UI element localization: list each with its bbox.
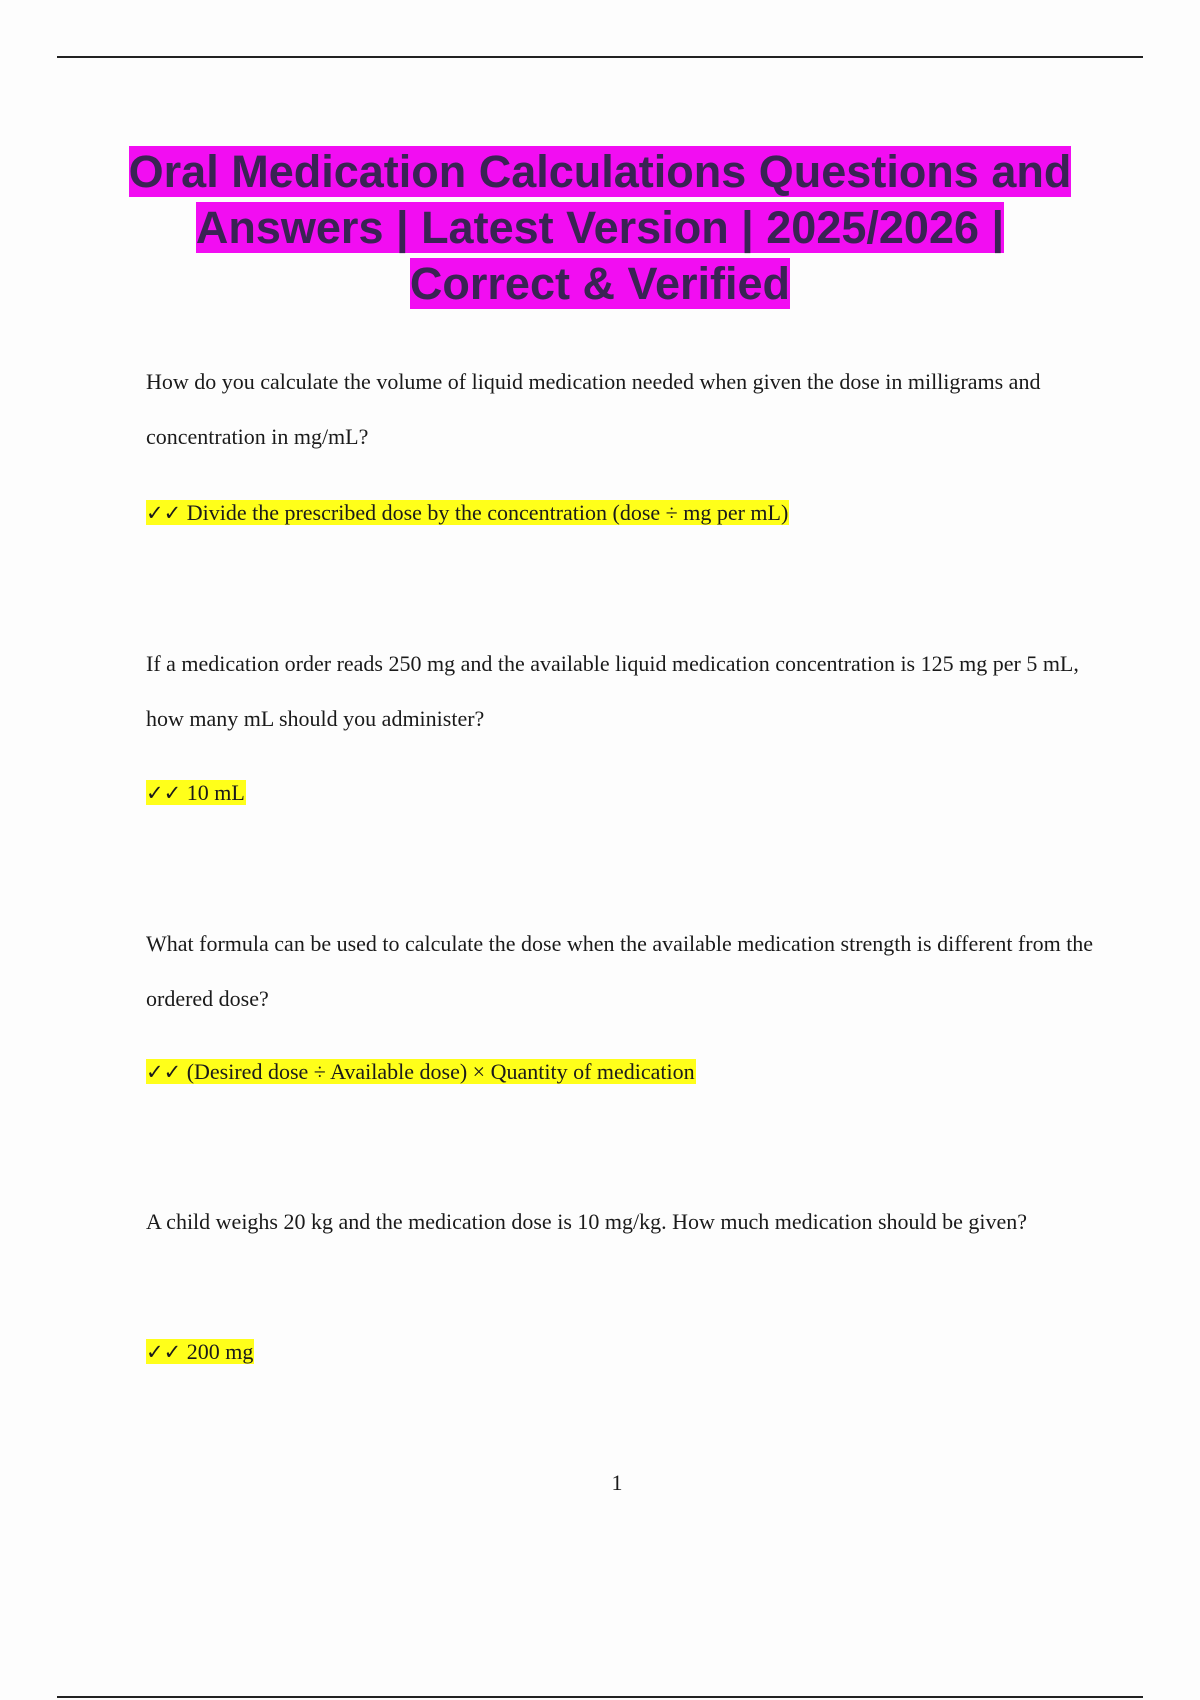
double-check-icon: ✓✓ <box>146 781 182 805</box>
answer-2-text: 10 mL <box>186 780 245 805</box>
header-rule <box>57 56 1143 58</box>
question-4: A child weighs 20 kg and the medication dose is 10 mg/kg. How much medication should be given? <box>146 1209 1028 1234</box>
answer-highlight <box>146 500 789 525</box>
answer-3-text: (Desired dose ÷ Available dose) × Quantity of medication <box>186 1059 695 1084</box>
question-3: What formula can be used to calculate the dose when the available medication strength is different from the ordered dose? <box>146 931 1094 1011</box>
answer-highlight <box>146 780 246 805</box>
double-check-icon: ✓✓ <box>146 501 182 525</box>
answer-1-text: Divide the prescribed dose by the concentration (dose ÷ mg per mL) <box>186 500 789 525</box>
answer-highlight <box>146 1059 696 1084</box>
answer-4 <box>146 1337 254 1367</box>
footer-rule <box>57 1696 1143 1698</box>
double-check-icon: ✓✓ <box>146 1060 182 1084</box>
title-highlight: Oral Medication Calculations Questions and Answers | Latest Version | 2025/2026 | Correct & Verified <box>128 146 1072 309</box>
answer-4-text: 200 mg <box>186 1339 254 1364</box>
question-2: If a medication order reads 250 mg and the available liquid medication concentration is 125 mg per 5 mL, how many mL should you administer? <box>146 651 1079 731</box>
document-title <box>120 144 1080 312</box>
answer-3 <box>146 1057 696 1087</box>
answer-highlight <box>146 1339 254 1364</box>
answer-2 <box>146 778 246 808</box>
answer-1 <box>146 498 789 528</box>
question-1: How do you calculate the volume of liquid medication needed when given the dose in milligrams and concentration in mg/mL? <box>146 369 1041 449</box>
page-number: 1 <box>611 1470 623 1495</box>
double-check-icon: ✓✓ <box>146 1340 182 1364</box>
